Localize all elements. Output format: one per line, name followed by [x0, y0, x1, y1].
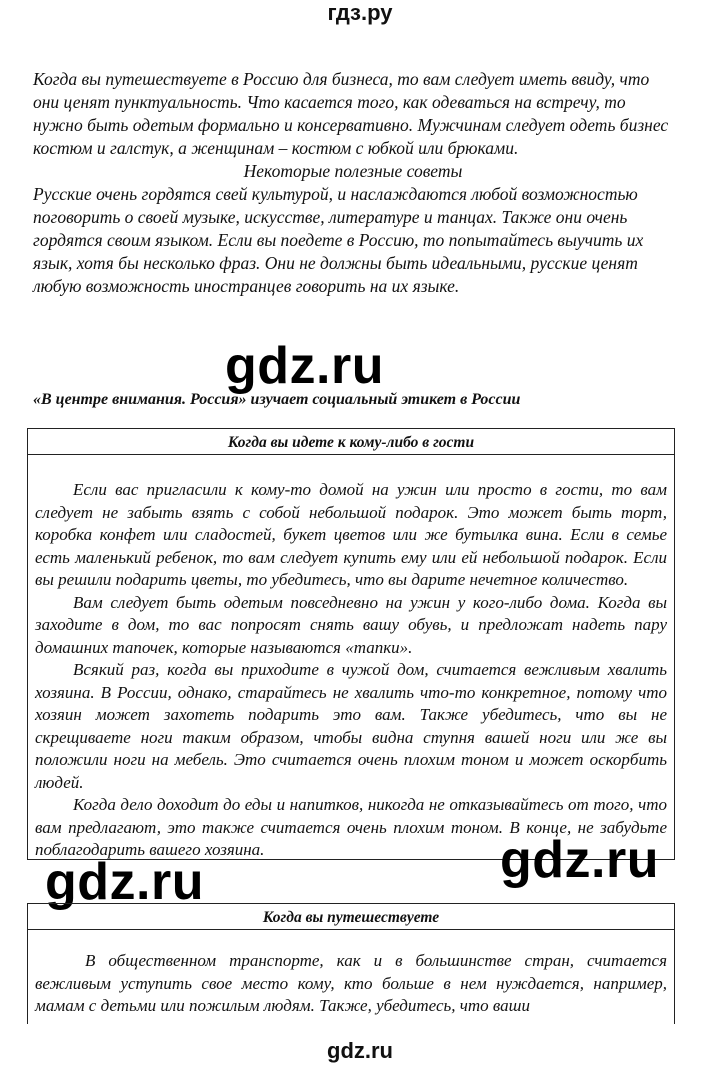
watermark: gdz.ru: [225, 337, 384, 395]
box-body: [28, 455, 674, 862]
intro-paragraph: Когда вы путешествуете в Россию для бизнеса, то вам следует иметь ввиду, что они ценят пунктуальность. Что касается того, как одеваться на встречу, то нужно быть одетым формально и консервативно. Мужчинам следует одеть бизнес костюм и галстук, а женщинам – костюм с юбкой или брюками.: [33, 69, 669, 158]
box-paragraph: Всякий раз, когда вы приходите в чужой дом, считается вежливым хвалить хозяина. В России, однако, старайтесь не хвалить что-то конкретное, потому что хозяин может захотеть подарить это вам. Также убедитесь, что вы не скрещиваете ноги таким образом, чтобы видна ступня вашей ноги или же вы положили ноги на мебель. Это считается очень плохим тоном и может оскорбить людей.: [35, 660, 667, 792]
watermark: gdz.ru: [500, 831, 659, 889]
box-title: Когда вы идете к кому-либо в гости: [28, 429, 674, 455]
site-header: гдз.ру: [327, 0, 393, 25]
box-paragraph: Если вас пригласили к кому-то домой на ужин или просто в гости, то вам следует не забыть взять с собой небольшой подарок. Это может быть торт, коробка конфет или сладостей, букет цветов или же бутылка вина. Если в семье есть маленький ребенок, то вам следует купить ему или ей небольшой подарок. Если вы решили подарить цветы, то убедитесь, что вы дарите нечетное количество.: [35, 480, 667, 589]
etiquette-box-travel: [27, 903, 675, 1024]
box-paragraph: Вам следует быть одетым повседневно на ужин у кого-либо дома. Когда вы заходите в дом, то вас попросят снять вашу обувь, и предложат надеть пару домашних тапочек, которые называются «тапки».: [35, 592, 667, 657]
site-footer: gdz.ru: [327, 1038, 393, 1063]
section-heading: «В центре внимания. Россия» изучает социальный этикет в России: [33, 391, 521, 408]
watermark: gdz.ru: [45, 853, 204, 911]
intro-paragraph: Русские очень гордятся свей культурой, и наслаждаются любой возможностью поговорить о своей музыке, искусстве, литературе и танцах. Также они очень гордятся своим языком. Если вы поедете в Россию, то попытайтесь выучить их язык, хотя бы несколько фраз. Они не должны быть идеальными, русские ценят любую возможность иностранцев говорить на их языке.: [33, 184, 644, 296]
intro-text: [33, 68, 673, 298]
etiquette-box-visiting: [27, 428, 675, 860]
box-paragraph: В общественном транспорте, как и в большинстве стран, считается вежливым уступить свое место кому, кто больше в нем нуждается, например, мамам с детьми или пожилым людям. Также, убедитесь, что ваши: [35, 951, 667, 1015]
intro-subtitle: Некоторые полезные советы: [243, 161, 463, 181]
box-body: [28, 930, 674, 1018]
box-paragraph: Когда дело доходит до еды и напитков, никогда не отказывайтесь от того, что вам предлагают, это также считается очень плохим тоном. В конце, не забудьте поблагодарить вашего хозяина.: [35, 795, 667, 859]
box-title: Когда вы путешествуете: [28, 904, 674, 930]
